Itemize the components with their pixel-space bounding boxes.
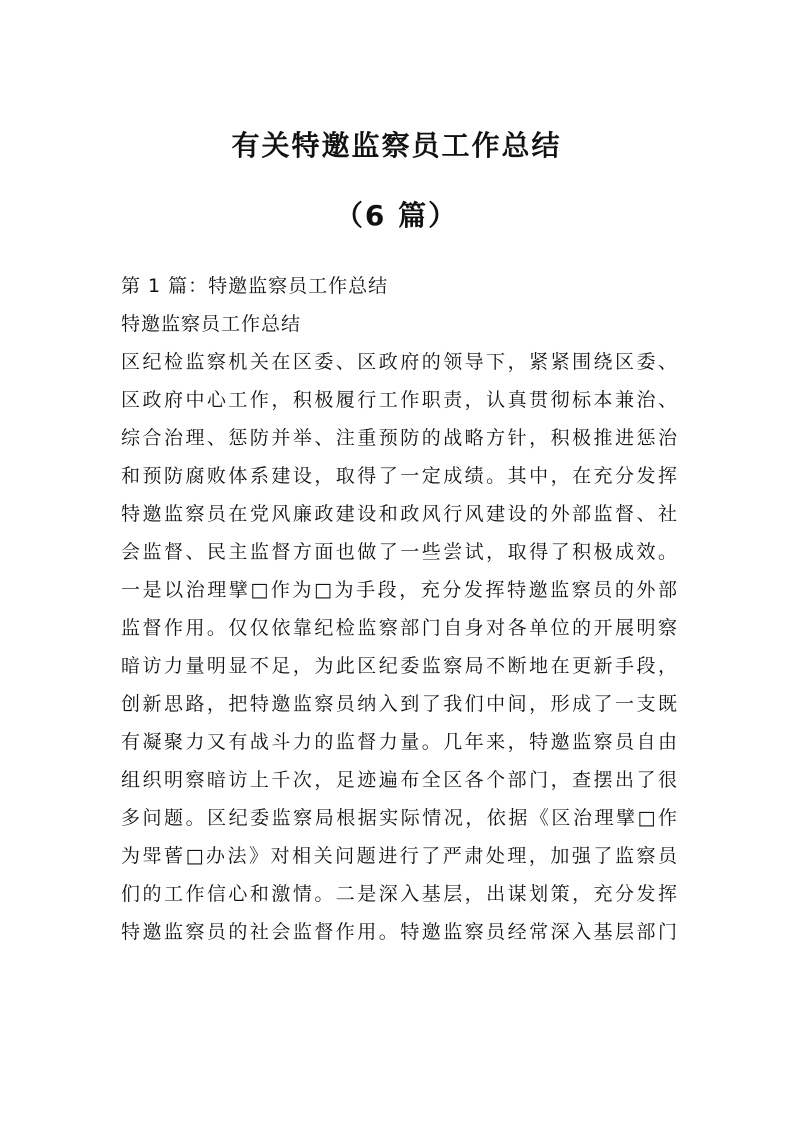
body-line: 特邀监察员在党风廉政建设和政风行风建设的外部监督、社	[121, 503, 677, 525]
document-subtitle: （6 篇）	[334, 199, 459, 232]
body-line: 监督作用。仅仅依靠纪检监察部门自身对各单位的开展明察	[121, 617, 677, 639]
body-line: 有凝聚力又有战斗力的监督力量。几年来，特邀监察员自由	[121, 731, 677, 753]
body-line: 综合治理、惩防并举、注重预防的战略方针，积极推进惩治	[121, 427, 677, 449]
body-line: 为斝蒈□办法》对相关问题进行了严肃处理，加强了监察员	[121, 845, 677, 867]
document-body	[121, 268, 677, 952]
document-title: 有关特邀监察员工作总结	[231, 129, 562, 162]
body-line: 一是以治理擘□作为□为手段，充分发挥特邀监察员的外部	[121, 579, 677, 601]
body-line: 们的工作信心和激情。二是深入基层，出谋划策，充分发挥	[121, 883, 677, 905]
body-line: 暗访力量明显不足，为此区纪委监察局不断地在更新手段，	[121, 655, 677, 677]
body-line: 和预防腐败体系建设，取得了一定成绩。其中，在充分发挥	[121, 465, 677, 487]
body-line: 多问题。区纪委监察局根据实际情况，依据《区治理擘□作	[121, 807, 677, 829]
body-line: 特邀监察员的社会监督作用。特邀监察员经常深入基层部门	[121, 921, 677, 943]
body-line: 组织明察暗访上千次，足迹遍布全区各个部门，查摆出了很	[121, 769, 677, 791]
body-line: 区纪检监察机关在区委、区政府的领导下，紧紧围绕区委、	[121, 351, 677, 373]
section-heading: 第 1 篇：特邀监察员工作总结	[121, 275, 389, 297]
body-line: 会监督、民主监督方面也做了一些尝试，取得了积极成效。	[121, 541, 677, 563]
body-line: 区政府中心工作，积极履行工作职责，认真贯彻标本兼治、	[121, 389, 677, 411]
body-line: 创新思路，把特邀监察员纳入到了我们中间，形成了一支既	[121, 693, 677, 715]
section-subheading: 特邀监察员工作总结	[121, 313, 302, 335]
